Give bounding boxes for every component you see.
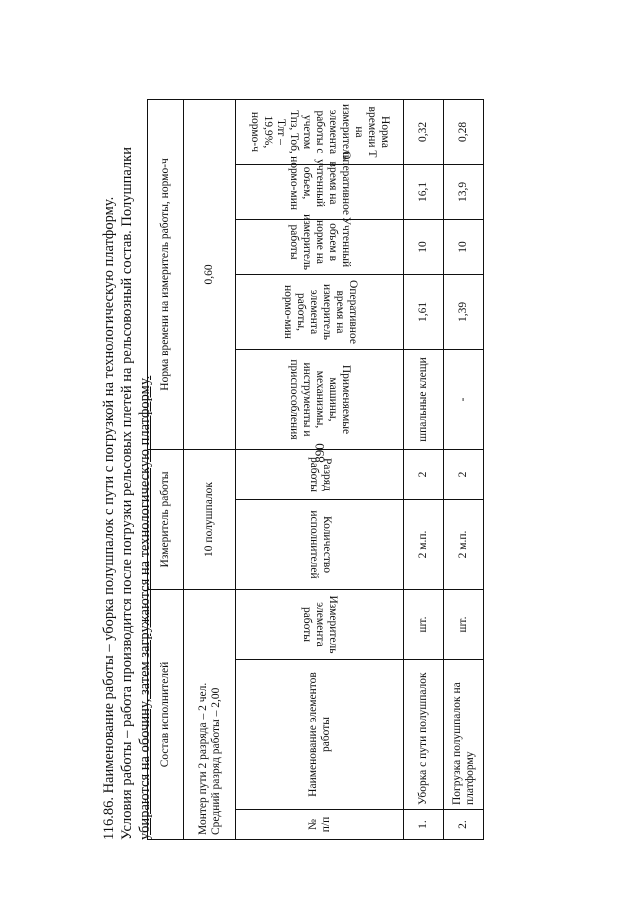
row-performers: 2 м.п. (444, 499, 484, 589)
row-unit: шт. (404, 589, 444, 659)
row-volume: 10 (444, 219, 484, 274)
table-row (404, 99, 444, 839)
row-grade: 2 (444, 449, 484, 499)
table-row (444, 99, 484, 839)
row-unit: шт. (444, 589, 484, 659)
heading-conditions-cont: убираются на обочину, затем загружаются на технологическую платформу. (137, 375, 153, 840)
col-name-header: Наименование элементов работы (236, 660, 404, 810)
col-volume-header: Учтенный объем в норме на измеритель работы (236, 219, 404, 274)
crew-header: Состав исполнителей (148, 589, 184, 839)
col-normt-header: Норма времени Т на измеритель элемента работы с учетом Тпз, Тоб, Тлт – 19,9%, нормо-ч (236, 99, 404, 164)
rotated-page-content (100, 100, 500, 840)
row-opvol: 13,9 (444, 164, 484, 219)
col-performers-header: Количество исполнителей (236, 499, 404, 589)
row-optime: 1,39 (444, 274, 484, 349)
row-tools: шпальные клещи (404, 349, 444, 449)
crew-value: Монтер пути 2 разряда – 2 чел. Средний разряд работы – 2,00 (184, 589, 236, 839)
row-num: 1. (404, 810, 444, 840)
row-num: 2. (444, 810, 484, 840)
row-optime: 1,61 (404, 274, 444, 349)
measure-value: 10 полушпалок (184, 449, 236, 589)
top-header-row (148, 99, 184, 839)
row-norm: 0,28 (444, 99, 484, 164)
row-name: Погрузка полушпалок на платформу (444, 660, 484, 810)
column-header-row (236, 99, 404, 839)
row-performers: 2 м.п. (404, 499, 444, 589)
norm-header: Норма времени на измеритель работы, нормо-ч (148, 99, 184, 449)
row-grade: 2 (404, 449, 444, 499)
page-number: 890 (312, 443, 327, 463)
row-tools: - (444, 349, 484, 449)
row-opvol: 16,1 (404, 164, 444, 219)
measure-header: Измеритель работы (148, 449, 184, 589)
col-unit-header: Измеритель элемента работы (236, 589, 404, 659)
col-grade-header: Разряд работы (236, 449, 404, 499)
col-tools-header: Применяемые машины, механизмы, инструменты и приспособления (236, 349, 404, 449)
norm-value: 0,60 (184, 99, 236, 449)
top-value-row (184, 99, 236, 839)
row-norm: 0,32 (404, 99, 444, 164)
row-volume: 10 (404, 219, 444, 274)
col-opvol-header: Оперативное время на учтенный объем, нормо-мин (236, 164, 404, 219)
norms-table (147, 99, 484, 840)
row-name: Уборка с пути полушпалок (404, 660, 444, 810)
section-heading (100, 100, 154, 840)
heading-title: 116.86. Наименование работы – уборка полушпалок с пути с погрузкой на технологическую платформу. (101, 196, 117, 840)
col-optime-header: Оперативное время на измеритель элемента работы, нормо-мин (236, 274, 404, 349)
col-num-header: № п/п (236, 810, 404, 840)
heading-conditions: Условия работы – работа производится после погрузки рельсовых плетей на рельсовозный состав. Полушпалки (119, 147, 135, 840)
